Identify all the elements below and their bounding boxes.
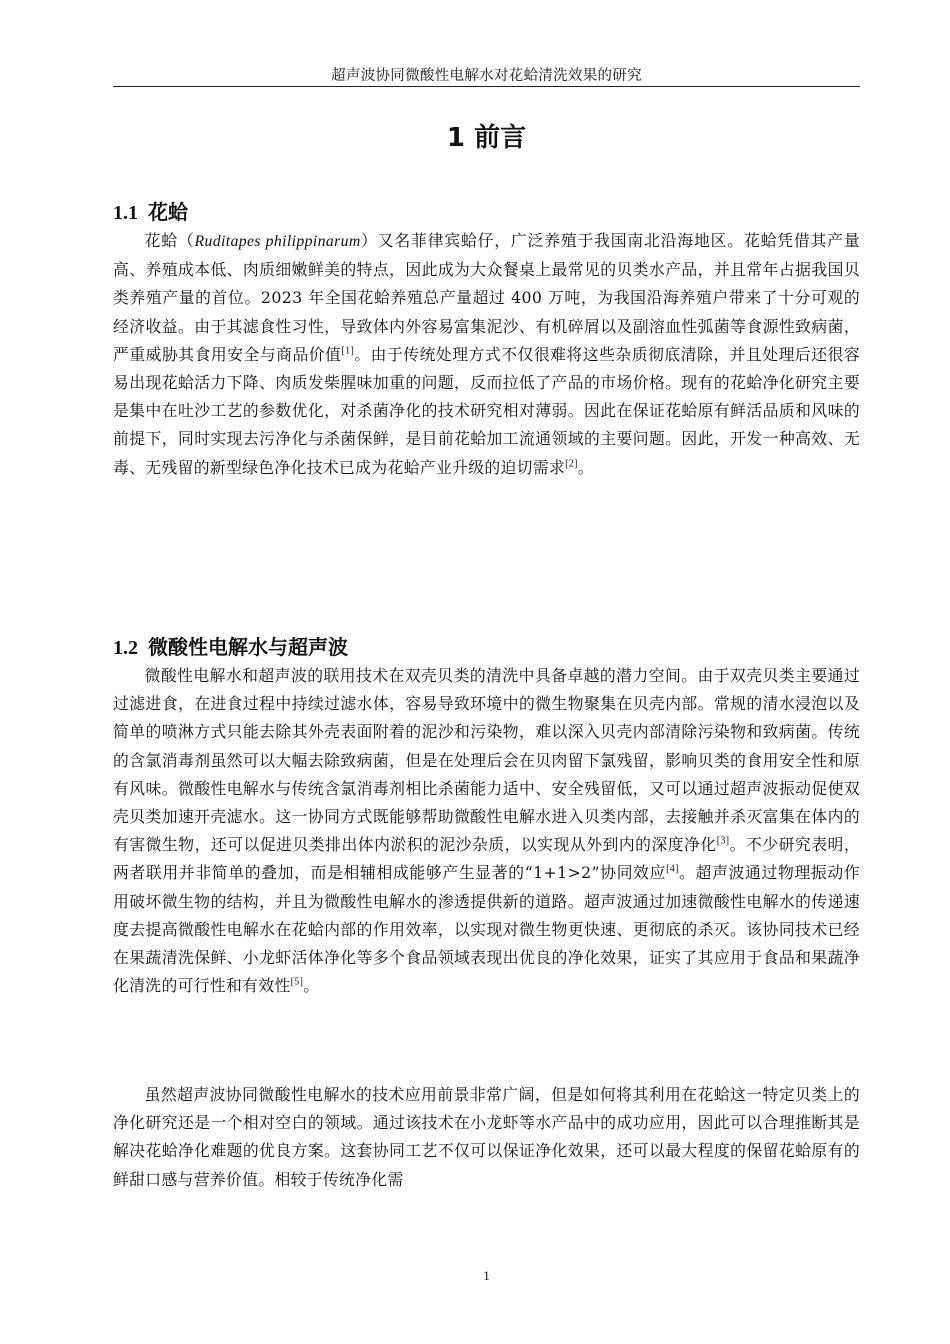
paragraph-synergy [113, 662, 860, 1000]
paragraph-text: 微酸性电解水和超声波的联用技术在双壳贝类的清洗中具备卓越的潜力空间。由于双壳贝类主要通过过滤进食，在进食过程中持续过滤水体，容易导致环境中的微生物聚集在贝壳内部。常规的清水浸泡以及简单的喷淋方式只能去除其外壳表面附着的泥沙和污染物，难以深入贝壳内部清除污染物和致病菌。传统的含氯消毒剂虽然可以大幅去除致病菌，但是在处理后会在贝肉留下氯残留，影响贝类的食用安全性和原有风味。微酸性电解水与传统含氯消毒剂相比杀菌能力适中、安全残留低，又可以通过超声波振动促使双壳贝类加速开壳滤水。这一协同方式既能够帮助微酸性电解水进入贝类内部，去接触并杀灭富集在体内的有害微生物，还可以促进贝类排出体内淤积的泥沙杂质，以实现从外到内的深度净化 [113, 666, 860, 855]
section-number: 1.2 [113, 637, 138, 659]
paragraph-text: 。 [303, 976, 320, 996]
running-header: 超声波协同微酸性电解水对花蛤清洗效果的研究 [331, 68, 642, 84]
paragraph-text: 花蛤（ [144, 231, 195, 250]
citation-ref: [2] [565, 458, 578, 470]
citation-ref: [1] [341, 345, 355, 357]
citation-ref: [3] [716, 835, 730, 847]
section-heading-1-2 [113, 631, 348, 660]
section-title: 花蛤 [148, 200, 188, 224]
paragraph-application [113, 1081, 860, 1194]
paragraph-text: 。不少研究表明，两者联用并非简单的叠加，而是相辅相成能够产生显著的“1+1>2”协同效应 [113, 835, 860, 883]
section-heading-1-1 [113, 196, 188, 225]
citation-ref: [5] [290, 976, 304, 988]
section-title: 微酸性电解水与超声波 [148, 635, 348, 659]
paragraph-text: 虽然超声波协同微酸性电解水的技术应用前景非常广阔，但是如何将其利用在花蛤这一特定贝类上的净化研究还是一个相对空白的领域。通过该技术在小龙虾等水产品中的成功应用，因此可以合理推断其是解决花蛤净化难题的优良方案。这套协同工艺不仅可以保证净化效果，还可以最大程度的保留花蛤原有的鲜甜口感与营养价值。相较于传统净化需 [113, 1085, 860, 1189]
paragraph-clam-intro [113, 227, 860, 482]
paragraph-text: ）又名菲律宾蛤仔，广泛养殖于我国南北沿海地区。花蛤凭借其产量高、养殖成本低、肉质细嫩鲜美的特点，因此成为大众餐桌上最常见的贝类水产品，并且常年占据我国贝类养殖产量的首位。2023 年全国花蛤养殖总产量超过 400 万吨，为我国沿海养殖户带来了十分可观的经济收益。由于其滤食性习性，导致体内外容易富集泥沙、有机碎屑以及副溶血性弧菌等食源性致病菌，严重威胁其食用安全与商品价值 [113, 231, 860, 364]
paragraph-text: 。由于传统处理方式不仅很难将这些杂质彻底清除，并且处理后还很容易出现花蛤活力下降、肉质发柴腥味加重的问题，反而拉低了产品的市场价格。现有的花蛤净化研究主要是集中在吐沙工艺的参数优化，对杀菌净化的技术研究相对薄弱。因此在保证花蛤原有鲜活品质和风味的前提下，同时实现去污净化与杀菌保鲜，是目前花蛤加工流通领域的主要问题。因此，开发一种高效、无毒、无残留的新型绿色净化技术已成为花蛤产业升级的迫切需求 [113, 344, 860, 477]
citation-ref: [4] [666, 864, 679, 876]
page-number: 1 [483, 1268, 490, 1283]
header-rule [113, 86, 860, 87]
chapter-title: 1 前言 [446, 123, 527, 153]
paragraph-text: 。超声波通过物理振动作用破坏微生物的结构，并且为微酸性电解水的渗透提供新的道路。超声波通过加速微酸性电解水的传递速度去提高微酸性电解水在花蛤内部的作用效率，以实现对微生物更快速、更彻底的杀灭。该协同技术已经在果蔬清洗保鲜、小龙虾活体净化等多个食品领域表现出优良的净化效果，证实了其应用于食品和果蔬净化清洗的可行性和有效性 [113, 863, 860, 996]
section-number: 1.1 [113, 202, 138, 224]
species-name: Ruditapes philippinarum [194, 233, 361, 250]
paragraph-text: 。 [577, 457, 594, 477]
